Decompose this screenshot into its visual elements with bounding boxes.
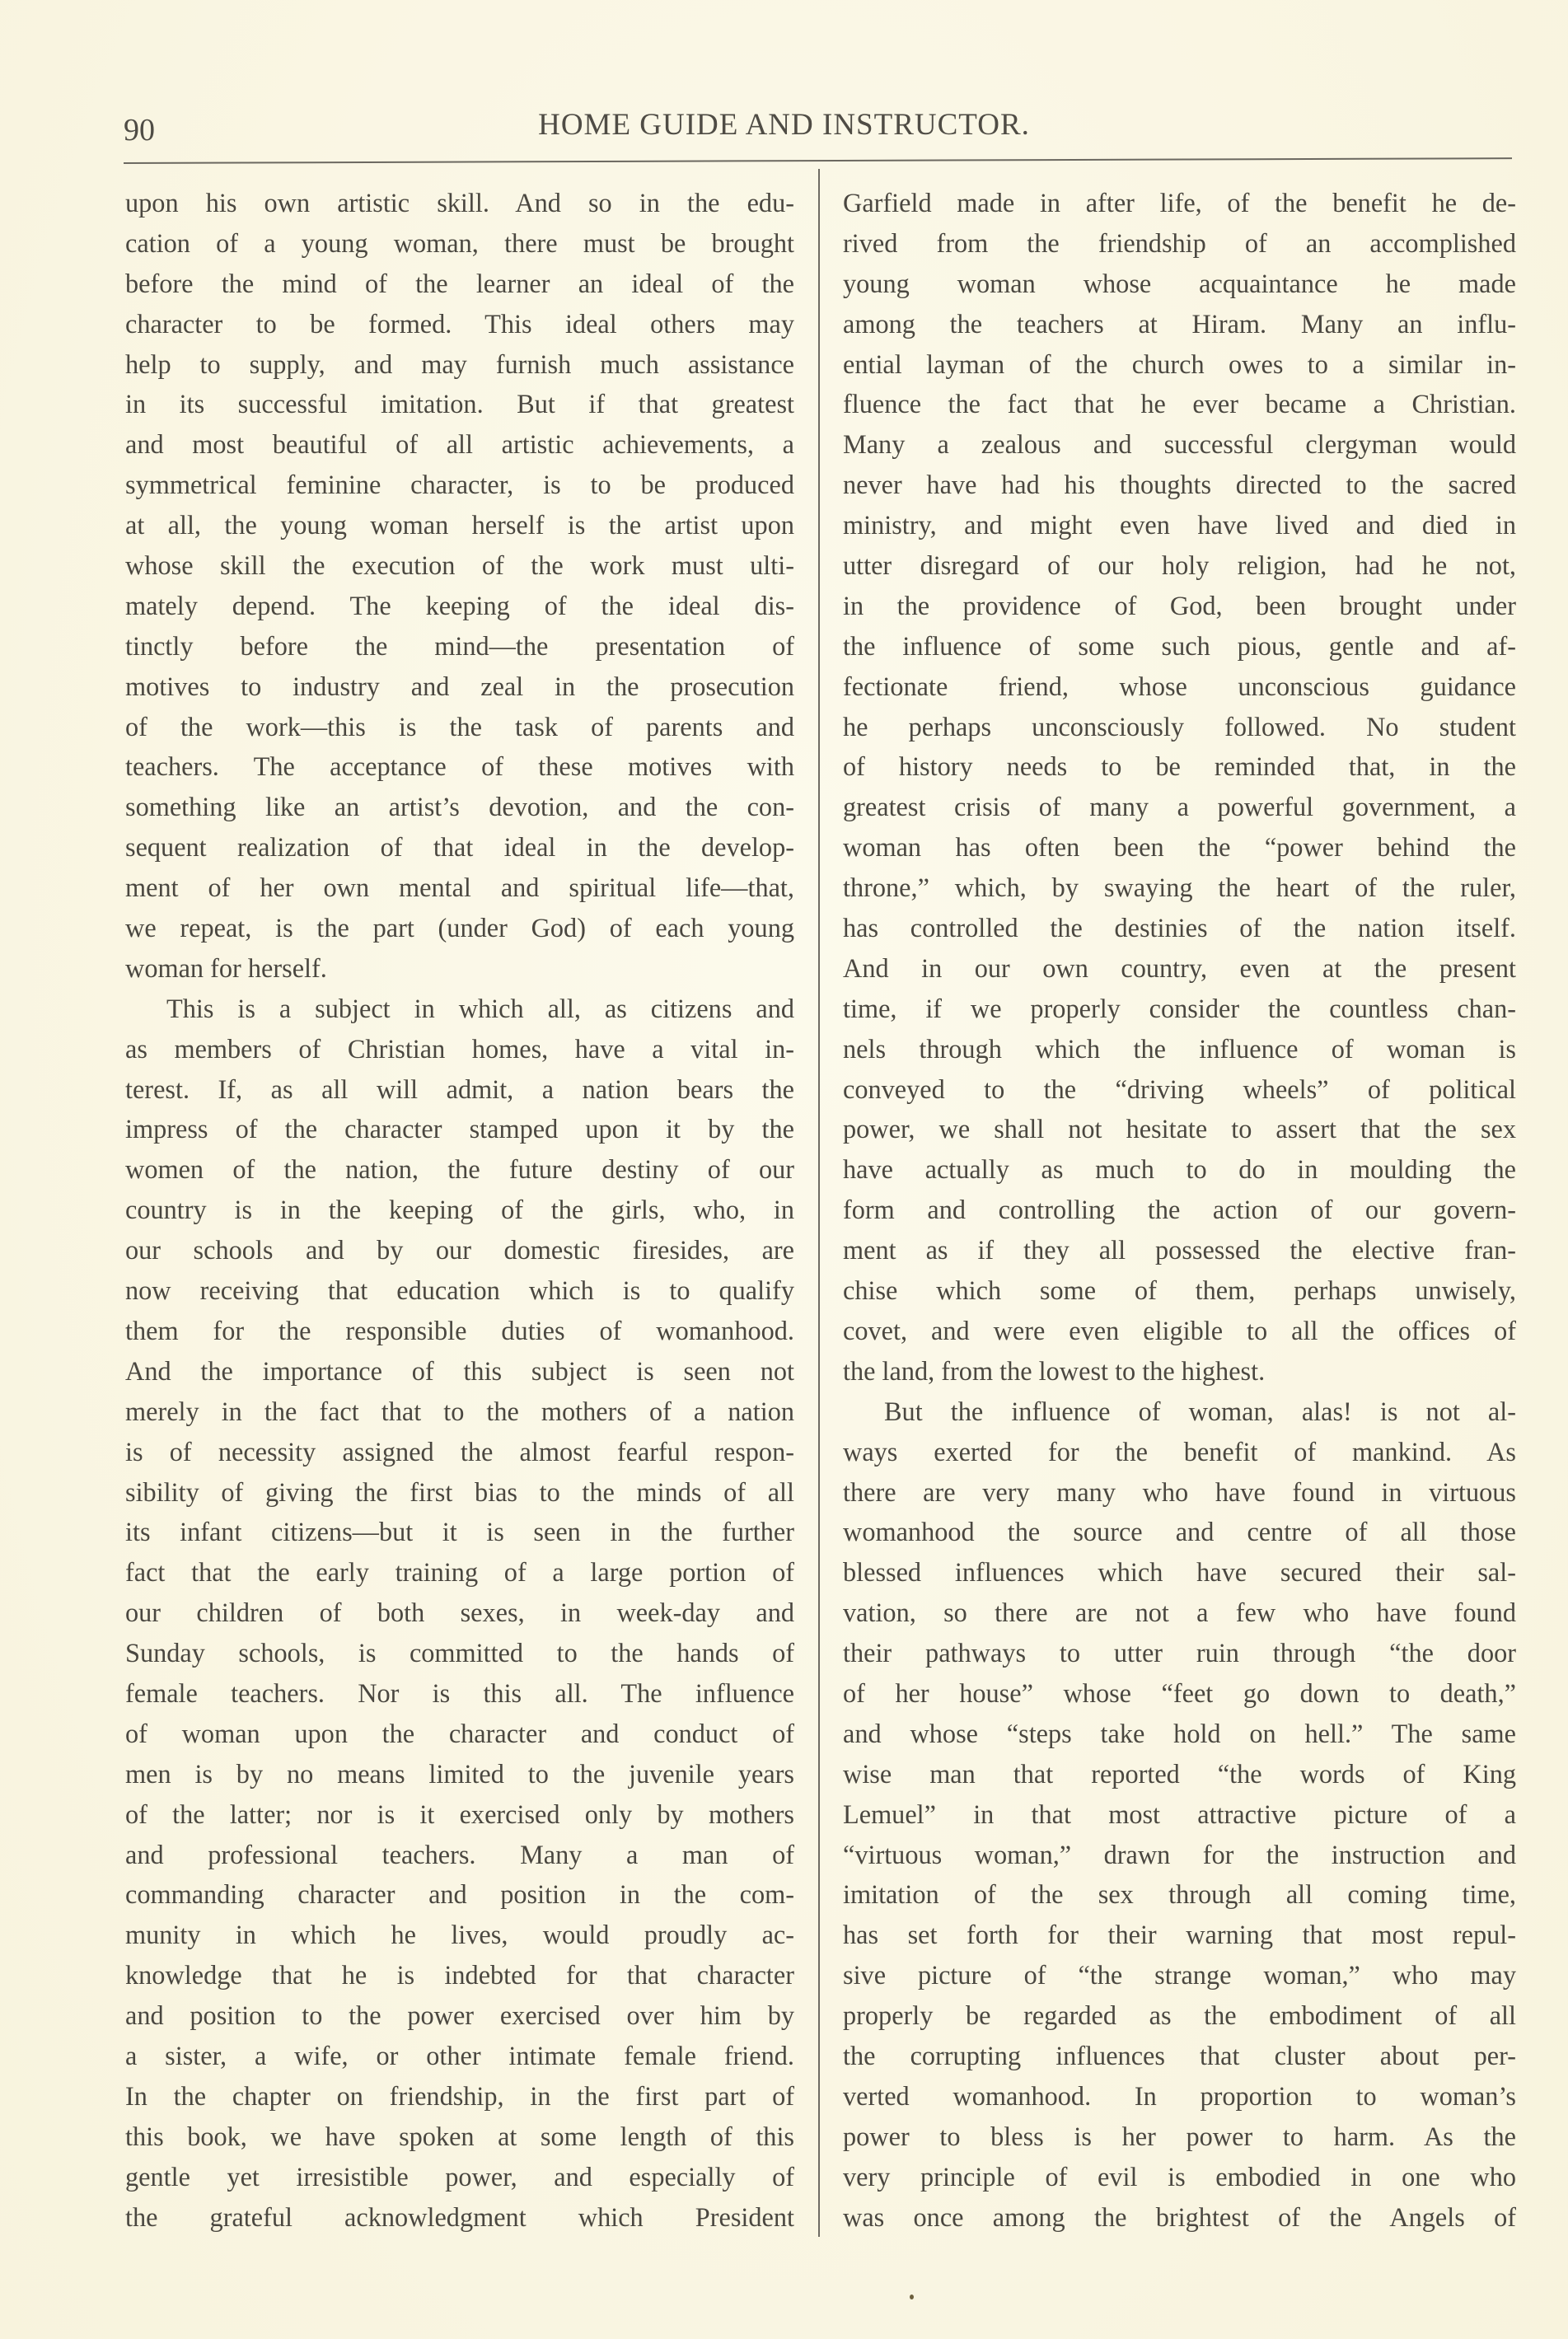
text-line: our children of both sexes, in week-day and	[125, 1598, 794, 1628]
text-line: was once among the brightest of the Angels of	[843, 2201, 1516, 2232]
text-line: and professional teachers. Many a man of	[125, 1839, 794, 1869]
text-line: Sunday schools, is committed to the hands of	[125, 1638, 794, 1668]
text-line: never have had his thoughts directed to the sacred	[843, 470, 1516, 500]
text-line: greatest crisis of many a powerful government, a	[843, 792, 1516, 822]
text-line: Garfield made in after life, of the benefit he de-	[843, 188, 1516, 218]
text-line: blessed influences which have secured their sal-	[843, 1557, 1516, 1588]
text-line: of the work—this is the task of parents and	[125, 711, 794, 741]
text-line: of woman upon the character and conduct of	[125, 1718, 794, 1748]
text-line: young woman whose acquaintance he made	[843, 268, 1516, 298]
text-line: has set forth for their warning that most repul-	[843, 1920, 1516, 1950]
text-line: of history needs to be reminded that, in the	[843, 751, 1516, 782]
text-line: And the importance of this subject is seen not	[125, 1355, 794, 1386]
text-line: munity in which he lives, would proudly ac-	[125, 1920, 794, 1950]
text-line: whose skill the execution of the work must ulti-	[125, 550, 794, 581]
text-line: chise which some of them, perhaps unwisely,	[843, 1275, 1516, 1306]
text-line: now receiving that education which is to qualify	[125, 1275, 794, 1306]
text-line: “virtuous woman,” drawn for the instruction and	[843, 1839, 1516, 1869]
text-line: tinctly before the mind—the presentation of	[125, 630, 794, 661]
text-line: of her house” whose “feet go down to death,”	[843, 1677, 1516, 1708]
text-line: sibility of giving the first bias to the minds of all	[125, 1476, 794, 1507]
text-line: of the latter; nor is it exercised only by mothers	[125, 1799, 794, 1829]
text-line: But the influence of woman, alas! is not al-	[884, 1396, 1516, 1426]
text-line: nels through which the influence of woman is	[843, 1033, 1516, 1064]
text-line: ment as if they all possessed the elective fran-	[843, 1235, 1516, 1265]
text-line: fact that the early training of a large portion of	[125, 1557, 794, 1588]
text-line: a sister, a wife, or other intimate female friend.	[125, 2040, 794, 2070]
text-line: This is a subject in which all, as citizens and	[166, 993, 794, 1023]
text-line: has controlled the destinies of the nation itself.	[843, 913, 1516, 943]
text-line: sequent realization of that ideal in the develop-	[125, 832, 794, 863]
text-line: commanding character and position in the com-	[125, 1879, 794, 1910]
text-line: terest. If, as all will admit, a nation bears the	[125, 1074, 794, 1104]
text-line: ministry, and might even have lived and died in	[843, 510, 1516, 540]
text-line: before the mind of the learner an ideal of the	[125, 268, 794, 298]
text-line: properly be regarded as the embodiment of all	[843, 2000, 1516, 2031]
text-line: women of the nation, the future destiny of our	[125, 1154, 794, 1185]
text-line: ways exerted for the benefit of mankind. As	[843, 1436, 1516, 1467]
text-line: and position to the power exercised over him by	[125, 2000, 794, 2031]
text-line: the corrupting influences that cluster about per-	[843, 2040, 1516, 2070]
text-line: female teachers. Nor is this all. The influence	[125, 1677, 794, 1708]
text-line: power to bless is her power to harm. As the	[843, 2121, 1516, 2151]
text-line: throne,” which, by swaying the heart of the ruler,	[843, 872, 1516, 903]
text-line: at all, the young woman herself is the artist upon	[125, 510, 794, 540]
text-line: the influence of some such pious, gentle and af-	[843, 630, 1516, 661]
text-line: is of necessity assigned the almost fearful respon-	[125, 1436, 794, 1467]
text-line: Lemuel” in that most attractive picture of a	[843, 1799, 1516, 1829]
text-line: the land, from the lowest to the highest.	[843, 1355, 1266, 1386]
page-number: 90	[124, 113, 155, 147]
header-rule	[124, 157, 1512, 164]
text-line: utter disregard of our holy religion, had he not,	[843, 550, 1516, 581]
text-line: have actually as much to do in moulding the	[843, 1154, 1516, 1185]
text-line: their pathways to utter ruin through “the door	[843, 1638, 1516, 1668]
text-line: fectionate friend, whose unconscious guidance	[843, 671, 1516, 701]
text-line: covet, and were even eligible to all the offices of	[843, 1315, 1516, 1345]
text-line: them for the responsible duties of womanhood.	[125, 1315, 794, 1345]
text-line: motives to industry and zeal in the prosecution	[125, 671, 794, 701]
text-line: form and controlling the action of our govern-	[843, 1195, 1516, 1225]
running-title: HOME GUIDE AND INSTRUCTOR.	[538, 108, 1030, 142]
text-line: in the providence of God, been brought under	[843, 590, 1516, 620]
text-line: he perhaps unconsciously followed. No student	[843, 711, 1516, 741]
text-line: merely in the fact that to the mothers of a nation	[125, 1396, 794, 1426]
text-line: time, if we properly consider the countless chan-	[843, 993, 1516, 1023]
text-line: men is by no means limited to the juvenile years	[125, 1758, 794, 1789]
text-line: In the chapter on friendship, in the first part of	[125, 2080, 794, 2111]
text-line: very principle of evil is embodied in one who	[843, 2161, 1516, 2192]
text-line: ment of her own mental and spiritual life—that,	[125, 872, 794, 903]
text-line: Many a zealous and successful clergyman would	[843, 429, 1516, 460]
text-line: as members of Christian homes, have a vital in-	[125, 1033, 794, 1064]
text-line: woman for herself.	[125, 952, 327, 983]
text-line: power, we shall not hesitate to assert that the sex	[843, 1114, 1516, 1144]
text-line: impress of the character stamped upon it by the	[125, 1114, 794, 1144]
text-line: there are very many who have found in virtuous	[843, 1476, 1516, 1507]
text-line: this book, we have spoken at some length of this	[125, 2121, 794, 2151]
text-line: and most beautiful of all artistic achievements, a	[125, 429, 794, 460]
column-divider	[818, 169, 820, 2237]
text-line: gentle yet irresistible power, and especially of	[125, 2161, 794, 2192]
left-column	[125, 183, 794, 2237]
text-line: woman has often been the “power behind the	[843, 832, 1516, 863]
text-line: help to supply, and may furnish much assistance	[125, 349, 794, 379]
text-line: And in our own country, even at the present	[843, 952, 1516, 983]
text-line: womanhood the source and centre of all those	[843, 1517, 1516, 1547]
text-line: ential layman of the church owes to a similar in-	[843, 349, 1516, 379]
text-line: knowledge that he is indebted for that character	[125, 1960, 794, 1990]
text-line: upon his own artistic skill. And so in the edu-	[125, 188, 794, 218]
text-line: mately depend. The keeping of the ideal dis-	[125, 590, 794, 620]
text-line: verted womanhood. In proportion to woman’s	[843, 2080, 1516, 2111]
text-line: in its successful imitation. But if that greatest	[125, 389, 794, 419]
right-column	[843, 183, 1516, 2237]
text-line: and whose “steps take hold on hell.” The same	[843, 1718, 1516, 1748]
text-line: country is in the keeping of the girls, who, in	[125, 1195, 794, 1225]
text-line: our schools and by our domestic firesides, are	[125, 1235, 794, 1265]
paper-speck	[910, 2295, 914, 2299]
text-line: we repeat, is the part (under God) of each young	[125, 913, 794, 943]
text-line: symmetrical feminine character, is to be produced	[125, 470, 794, 500]
text-line: imitation of the sex through all coming time,	[843, 1879, 1516, 1910]
text-line: sive picture of “the strange woman,” who may	[843, 1960, 1516, 1990]
text-line: cation of a young woman, there must be brought	[125, 227, 794, 258]
text-line: character to be formed. This ideal others may	[125, 308, 794, 339]
text-line: rived from the friendship of an accomplished	[843, 227, 1516, 258]
text-line: among the teachers at Hiram. Many an influ-	[843, 308, 1516, 339]
text-line: vation, so there are not a few who have found	[843, 1598, 1516, 1628]
text-line: teachers. The acceptance of these motives with	[125, 751, 794, 782]
text-line: its infant citizens—but it is seen in the further	[125, 1517, 794, 1547]
text-line: fluence the fact that he ever became a Christian.	[843, 389, 1516, 419]
text-line: wise man that reported “the words of King	[843, 1758, 1516, 1789]
text-line: conveyed to the “driving wheels” of political	[843, 1074, 1516, 1104]
text-line: the grateful acknowledgment which President	[125, 2201, 794, 2232]
text-line: something like an artist’s devotion, and the con-	[125, 792, 794, 822]
